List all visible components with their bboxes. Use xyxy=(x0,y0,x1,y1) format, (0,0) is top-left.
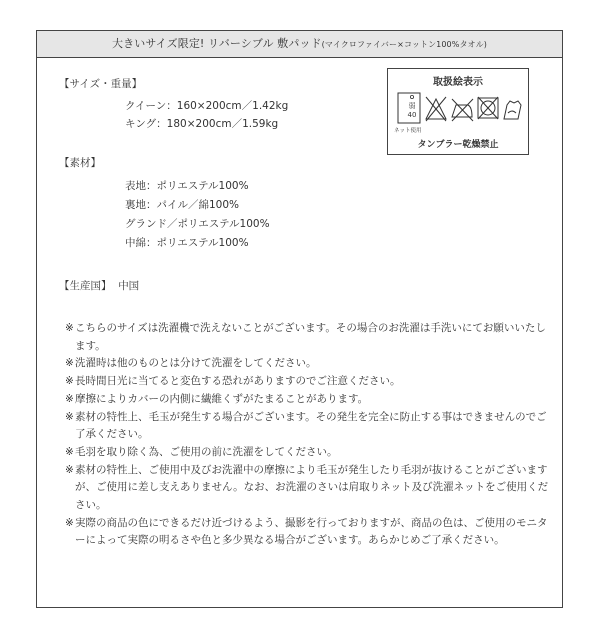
spec-content xyxy=(37,58,562,607)
note-item: ※ 素材の特性上、ご使用中及びお洗濯中の摩擦により毛玉が発生したり毛羽が抜けることがございますが、ご使用に差し支えありません。なお、お洗濯のさいは肩取りネット及び洗濯ネットをご使用ください。 xyxy=(65,463,549,512)
no-dry-clean-icon xyxy=(504,101,521,119)
note-item: ※ 洗濯時は他のものとは分けて洗濯をしてください。 xyxy=(65,357,317,370)
net-use-label: ネット使用 xyxy=(394,128,422,134)
material-back: 裏地：パイル／綿100% xyxy=(125,199,240,211)
care-footer: タンブラー乾燥禁止 xyxy=(417,140,499,150)
care-label-box xyxy=(387,68,529,155)
notes-list xyxy=(65,320,550,550)
wash-temperature: 弱 40 xyxy=(407,102,417,119)
product-spec-frame xyxy=(36,30,563,608)
no-bleach-icon xyxy=(426,97,446,121)
note-item: ※ 実際の商品の色にできるだけ近づけるよう、撮影を行っておりますが、商品の色は、ご使用のモニターによって実際の明るさや色と多少異なる場合がございます。あらかじめご了承ください。 xyxy=(65,516,548,547)
note-item: ※ 摩擦によりカバーの内側に繊維くずがたまることがあります。 xyxy=(65,392,369,405)
size-queen: クイーン：160×200cm／1.42kg xyxy=(125,100,289,112)
material-heading: 【素材】 xyxy=(59,157,101,169)
care-title: 取扱絵表示 xyxy=(433,77,483,88)
note-item: ※ 毛羽を取り除く為、ご使用の前に洗濯をしてください。 xyxy=(65,445,338,458)
material-filling: 中綿：ポリエステル100% xyxy=(125,237,249,249)
size-weight-heading: 【サイズ・重量】 xyxy=(59,78,143,90)
material-face: 表地：ポリエステル100% xyxy=(125,180,249,192)
material-ground: グランド／ポリエステル100% xyxy=(125,218,270,230)
title-main: 大きいサイズ限定! リバーシブル 敷パッド xyxy=(112,37,322,50)
note-item: ※ こちらのサイズは洗濯機で洗えないことがございます。その場合のお洗濯は手洗いにてお願いいたします。 xyxy=(65,322,546,352)
title-bar xyxy=(37,31,562,58)
no-iron-icon xyxy=(452,99,473,121)
title-sub: (マイクロファイバー×コットン100%タオル) xyxy=(321,40,487,49)
no-tumble-dry-icon xyxy=(478,97,498,119)
size-king: キング：180×200cm／1.59kg xyxy=(125,118,279,130)
origin-heading: 【生産国】 中国 xyxy=(59,280,140,292)
note-item: ※ 素材の特性上、毛玉が発生する場合がございます。その発生を完全に防止する事はできませんのでご了承ください。 xyxy=(65,410,547,441)
origin-value: 中国 xyxy=(118,280,140,292)
note-item: ※ 長時間日光に当てると変色する恐れがありますのでご注意ください。 xyxy=(65,375,401,388)
